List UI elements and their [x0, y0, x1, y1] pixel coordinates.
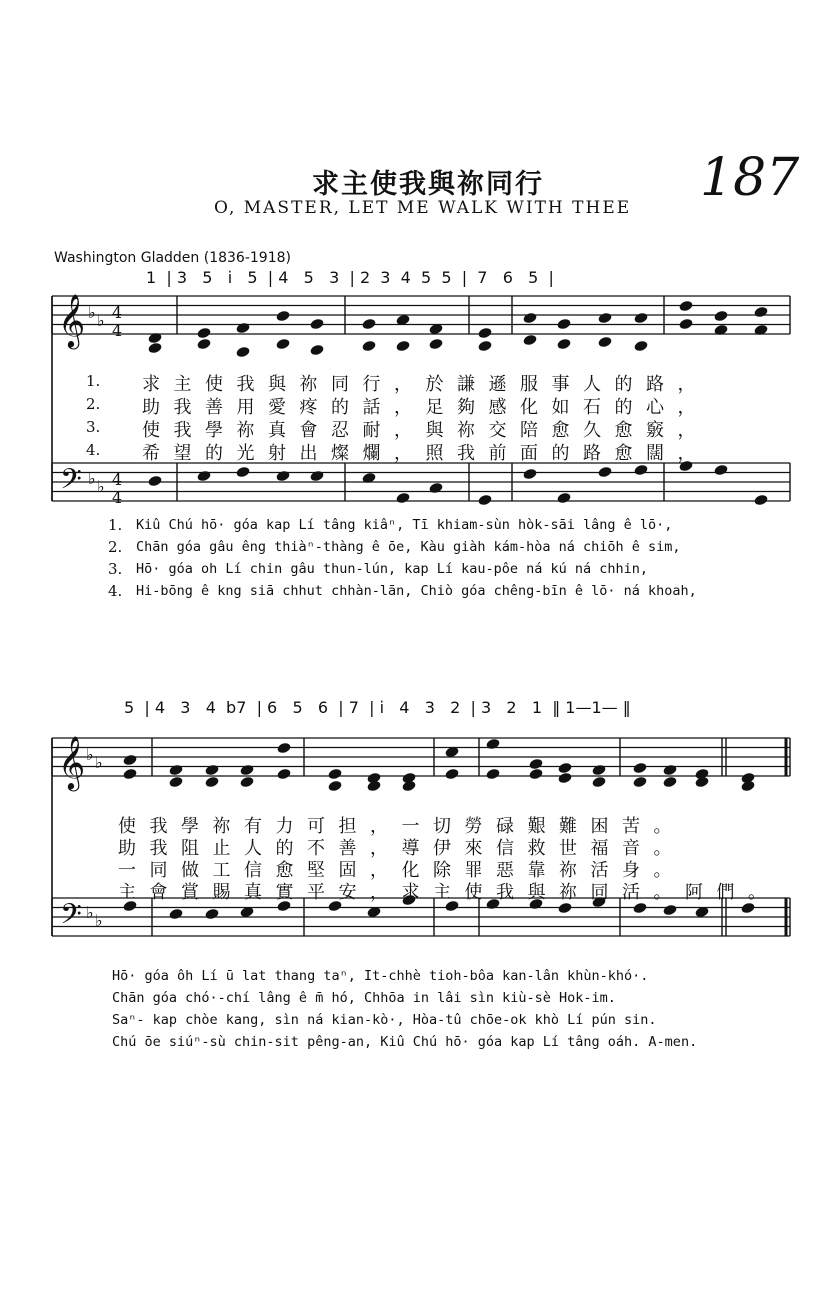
notehead — [662, 776, 677, 789]
notehead — [556, 318, 571, 331]
notehead — [327, 768, 342, 781]
notehead — [522, 334, 537, 347]
lyric-chinese-line: 求主使我與祢同行，於謙遜服事人的路， — [142, 374, 709, 395]
verse-number: 4. — [108, 582, 123, 600]
notehead — [401, 780, 416, 793]
lyric-romanized-line: Kiû Chú hō· góa kap Lí tâng kiâⁿ, Tī khiam-sùn hòk-sāi lâng ê lō·, — [136, 517, 673, 533]
notehead — [122, 768, 137, 781]
verse-number: 3. — [108, 560, 123, 578]
notehead — [235, 466, 250, 479]
notehead — [694, 776, 709, 789]
notehead — [275, 470, 290, 483]
notehead — [239, 776, 254, 789]
lyric-romanized-line: Chān góa chó·-chí lâng ê m̄ hó, Chhōa in lâi sìn kiù-sè Hok-im. — [112, 990, 616, 1006]
notehead — [147, 342, 162, 355]
notehead — [168, 908, 183, 921]
notehead — [196, 470, 211, 483]
notehead — [477, 340, 492, 353]
notehead — [395, 492, 410, 505]
solfa-line-2: 5 | 4 3 4 b7 | 6 5 6 | 7 | i̇ 4 3 2 | 3 2 1 ‖ 1—1— ‖ — [124, 698, 631, 717]
verse-number: 1. — [86, 372, 101, 390]
notehead — [632, 762, 647, 775]
notehead — [361, 340, 376, 353]
notehead — [276, 742, 291, 755]
notehead — [740, 780, 755, 793]
bass-clef: 𝄢 — [60, 898, 82, 938]
lyric-romanized-line: Hō· góa oh Lí chin gâu thun-lún, kap Lí kau-pôe ná kú ná chhin, — [136, 561, 649, 577]
notehead — [522, 468, 537, 481]
notehead — [395, 340, 410, 353]
flat-sign: ♭ — [97, 477, 105, 496]
notehead — [235, 346, 250, 359]
lyric-chinese-line: 主會賞賜真實平安，求主使我與祢同活。阿們。 — [118, 882, 780, 903]
notehead — [713, 310, 728, 323]
notehead — [528, 768, 543, 781]
notehead — [557, 772, 572, 785]
notehead — [309, 344, 324, 357]
notehead — [428, 482, 443, 495]
bass-clef: 𝄢 — [60, 463, 82, 503]
notehead — [204, 764, 219, 777]
flat-sign: ♭ — [86, 745, 94, 764]
treble-clef: 𝄞 — [58, 735, 86, 789]
notehead — [366, 780, 381, 793]
lyric-chinese-line: 一同做工信愈堅固，化除罪惡靠祢活身。 — [118, 860, 685, 881]
time-signature-bottom: 4 — [112, 488, 123, 507]
notehead — [556, 492, 571, 505]
lyric-romanized-line: Chān góa gâu êng thiàⁿ-thàng ê ōe, Kàu giàh kám-hòa ná chiōh ê sim, — [136, 539, 681, 555]
notehead — [662, 904, 677, 917]
notehead — [275, 310, 290, 323]
notehead — [239, 764, 254, 777]
time-signature-bottom: 4 — [112, 321, 123, 340]
notehead — [591, 776, 606, 789]
notehead — [122, 754, 137, 767]
notehead — [632, 776, 647, 789]
notehead — [327, 780, 342, 793]
notehead — [597, 336, 612, 349]
verse-number: 4. — [86, 441, 101, 459]
verse-number: 1. — [108, 516, 123, 534]
verse-number: 2. — [86, 395, 101, 413]
notehead — [556, 338, 571, 351]
verse-number: 2. — [108, 538, 123, 556]
hymn-title-english: O, MASTER, LET ME WALK WITH THEE — [214, 198, 632, 218]
lyric-romanized-line: Hi-bōng ê kng siā chhut chhàn-lān, Chiò góa chêng-bīn ê lō· ná khoah, — [136, 583, 697, 599]
flat-sign: ♭ — [88, 469, 96, 488]
notehead — [633, 312, 648, 325]
notehead — [678, 300, 693, 313]
notehead — [522, 312, 537, 325]
notehead — [275, 338, 290, 351]
solfa-line-1: 1 | 3 5 i̇ 5 | 4 5 3 | 2 3 4 5 5 | 7 6 5 | — [146, 268, 554, 287]
notehead — [204, 776, 219, 789]
lyric-romanized-line: Saⁿ- kap chòe kang, sìn ná kian-kò·, Hòa-tû chōe-ok khò Lí pún sin. — [112, 1012, 657, 1028]
notehead — [168, 764, 183, 777]
notehead — [713, 464, 728, 477]
lyric-chinese-line: 使我學祢真會忍耐，與祢交陪愈久愈竅， — [142, 420, 709, 441]
treble-clef: 𝄞 — [58, 293, 86, 347]
notehead — [204, 908, 219, 921]
notehead — [485, 768, 500, 781]
lyric-romanized-line: Hō· góa ôh Lí ū lat thang taⁿ, It-chhè tioh-bôa kan-lân khùn-khó·. — [112, 968, 649, 984]
notehead — [309, 318, 324, 331]
notehead — [309, 470, 324, 483]
hymn-number: 187 — [700, 148, 800, 208]
notehead — [597, 466, 612, 479]
flat-sign: ♭ — [86, 903, 94, 922]
notehead — [276, 768, 291, 781]
notehead — [361, 318, 376, 331]
flat-sign: ♭ — [88, 303, 96, 322]
notehead — [147, 475, 162, 488]
flat-sign: ♭ — [95, 753, 103, 772]
notehead — [753, 494, 768, 507]
notehead — [678, 318, 693, 331]
notehead — [428, 338, 443, 351]
notehead — [477, 327, 492, 340]
notehead — [196, 338, 211, 351]
notehead — [633, 464, 648, 477]
notehead — [168, 776, 183, 789]
time-signature-top: 4 — [112, 470, 123, 489]
verse-number: 3. — [86, 418, 101, 436]
notehead — [557, 762, 572, 775]
notehead — [485, 738, 500, 751]
author-credit: Washington Gladden (1836-1918) — [54, 250, 291, 266]
notehead — [235, 322, 250, 335]
lyric-chinese-line: 使我學祢有力可担，一切勞碌艱難困苦。 — [118, 816, 685, 837]
hymn-title-chinese: 求主使我與祢同行 — [312, 169, 544, 200]
notehead — [753, 306, 768, 319]
lyric-chinese-line: 希望的光射出燦爛，照我前面的路愈闊， — [142, 443, 709, 464]
flat-sign: ♭ — [95, 911, 103, 930]
notehead — [444, 768, 459, 781]
lyric-romanized-line: Chú ōe siúⁿ-sù chin-sit pêng-an, Kiû Chú hō· góa kap Lí tâng oáh. A-men. — [112, 1034, 698, 1050]
notehead — [597, 312, 612, 325]
notehead — [591, 764, 606, 777]
notehead — [477, 494, 492, 507]
lyric-chinese-line: 助我善用愛疼的話，足夠感化如石的心， — [142, 397, 709, 418]
notehead — [528, 758, 543, 771]
flat-sign: ♭ — [97, 311, 105, 330]
notehead — [662, 764, 677, 777]
notehead — [633, 340, 648, 353]
time-signature-top: 4 — [112, 303, 123, 322]
lyric-chinese-line: 助我阻止人的不善，導伊來信救世福音。 — [118, 838, 685, 859]
notehead — [196, 327, 211, 340]
